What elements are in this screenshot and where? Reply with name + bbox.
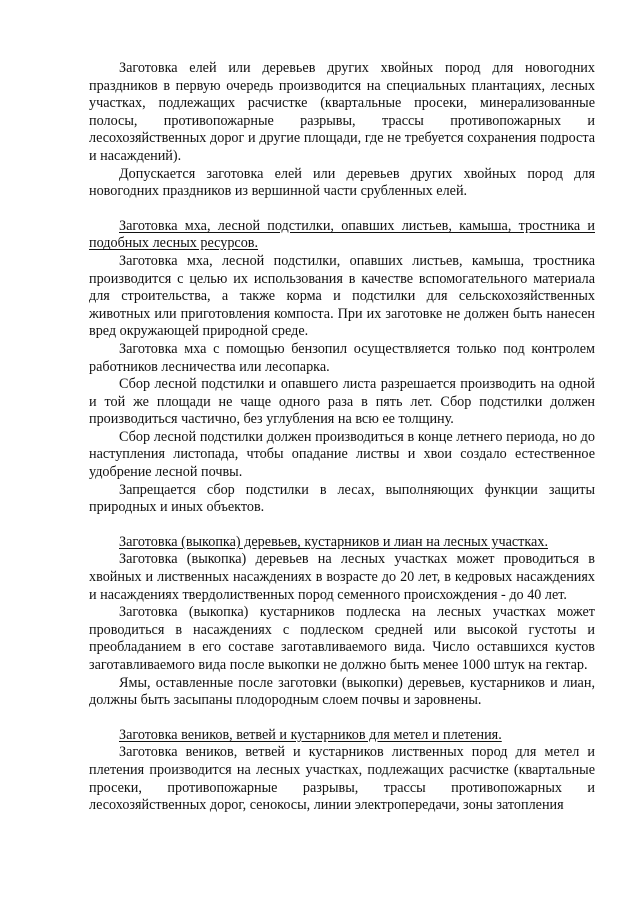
paragraph: Заготовка (выкопка) деревьев на лесных участках может проводиться в хвойных и лиственных насаждениях в возрасте до 20 лет, в кедровых насаждениях и насаждениях твердолиственных пород семенного происхождения - до 40 лет. <box>89 551 595 603</box>
paragraph: Заготовка елей или деревьев других хвойных пород для новогодних праздников в первую очередь производится на специальных плантациях, лесных участках, подлежащих расчистке (квартальные просеки, минерализованные полосы, противопожарные разрывы, трассы противопожарных и лесохозяйственных дорог и другие площади, где не требуется сохранения подроста и насаждений). <box>89 60 595 164</box>
paragraph: Сбор лесной подстилки должен производиться в конце летнего периода, но до наступления листопада, чтобы опадание листвы и хвои создало естественное удобрение лесной почвы. <box>89 428 595 481</box>
section-moss-litter <box>89 218 595 517</box>
paragraph: Допускается заготовка елей или деревьев других хвойных пород для новогодних праздников из вершинной части срубленных елей. <box>89 165 595 200</box>
paragraph: Запрещается сбор подстилки в лесах, выполняющих функции защиты природных и иных объектов. <box>89 481 595 516</box>
paragraph: Заготовка (выкопка) кустарников подлеска на лесных участках может проводиться в насаждениях с подлеском средней или высокой густоты и преобладанием в его составе заготавливаемого вида. Число оставшихся кустов заготавливаемого вида после выкопки не должно быть менее 1000 штук на гектар. <box>89 604 595 673</box>
paragraph: Сбор лесной подстилки и опавшего листа разрешается производить на одной и той же площади не чаще одного раза в пять лет. Сбор подстилки должен производиться частично, без углубления на всю ее толщину. <box>89 376 595 428</box>
section-heading: Заготовка веников, ветвей и кустарников для метел и плетения. <box>119 726 502 743</box>
section-heading: Заготовка мха, лесной подстилки, опавших листьев, камыша, тростника и подобных лесных ресурсов. <box>89 217 595 252</box>
paragraph: Заготовка веников, ветвей и кустарников лиственных пород для метел и плетения производится на лесных участках, подлежащих расчистке (квартальные просеки, противопожарные разрывы, трассы противопожарных и лесохозяйственных дорог, сенокосы, линии электропередачи, зоны затопления <box>89 744 595 814</box>
paragraph: Заготовка мха, лесной подстилки, опавших листьев, камыша, тростника производится с целью их использования в качестве вспомогательного материала для строительства, а также корма и подстилки для сельскохозяйственных животных или приготовления компоста. При их заготовке не должен быть нанесен вред окружающей природной среде. <box>89 252 595 340</box>
section-christmas-trees <box>89 60 595 201</box>
paragraph: Ямы, оставленные после заготовки (выкопки) деревьев, кустарников и лиан, должны быть засыпаны плодородным слоем почвы и заровнены. <box>89 674 595 709</box>
document-page <box>89 60 595 815</box>
section-brooms-branches <box>89 727 595 815</box>
paragraph: Заготовка мха с помощью бензопил осуществляется только под контролем работников лесничества или лесопарка. <box>89 340 595 375</box>
section-digging-trees <box>89 534 595 710</box>
section-heading: Заготовка (выкопка) деревьев, кустарников и лиан на лесных участках. <box>119 533 548 550</box>
